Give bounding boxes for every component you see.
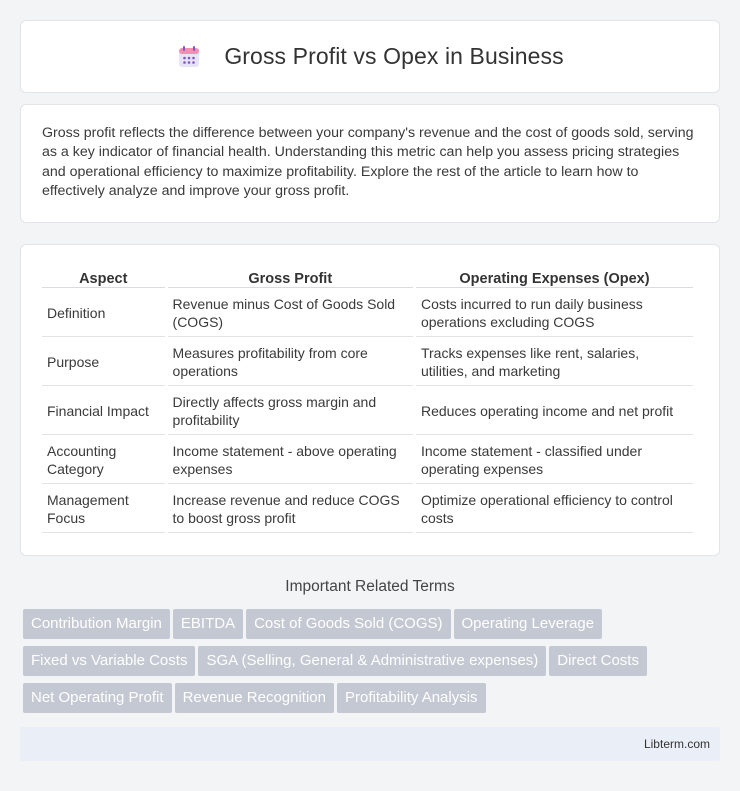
table-cell: Optimize operational efficiency to control costs [416,484,693,533]
tag-cogs[interactable]: Cost of Goods Sold (COGS) [246,609,450,639]
table-cell-aspect: Definition [42,288,165,337]
table-cell: Directly affects gross margin and profitability [168,386,413,435]
table-cell: Revenue minus Cost of Goods Sold (COGS) [168,288,413,337]
table-row [42,288,693,337]
tag-direct-costs[interactable]: Direct Costs [549,646,647,676]
table-cell: Reduces operating income and net profit [416,386,693,435]
comparison-table [39,266,696,533]
comparison-card [20,244,720,556]
intro-card [20,104,720,223]
table-cell: Measures profitability from core operations [168,337,413,386]
footer [20,727,720,761]
tag-net-operating-profit[interactable]: Net Operating Profit [23,683,172,713]
column-header: Gross Profit [168,266,413,288]
footer-site-link[interactable]: Libterm.com [643,737,710,751]
table-cell-aspect: Management Focus [42,484,165,533]
table-cell: Increase revenue and reduce COGS to boost gross profit [168,484,413,533]
related-terms-title: Important Related Terms [285,578,455,595]
table-cell: Costs incurred to run daily business operations excluding COGS [416,288,693,337]
table-row [42,337,693,386]
table-row [42,435,693,484]
table-row [42,386,693,435]
table-cell-aspect: Accounting Category [42,435,165,484]
table-cell: Tracks expenses like rent, salaries, utilities, and marketing [416,337,693,386]
intro-text: Gross profit reflects the difference between your company's revenue and the cost of goods sold, serving as a key indicator of financial health. Understanding this metric can help you assess pricing strategies and operational efficiency to maximize profitability. Explore the rest of the article to learn how to effectively analyze and improve your gross profit. [42,125,694,200]
tag-ebitda[interactable]: EBITDA [173,609,243,639]
tag-contribution-margin[interactable]: Contribution Margin [23,609,170,639]
calendar-icon [176,44,202,70]
table-cell: Income statement - above operating expenses [168,435,413,484]
table-row [42,484,693,533]
table-cell: Income statement - classified under operating expenses [416,435,693,484]
table-cell-aspect: Financial Impact [42,386,165,435]
tag-fixed-vs-variable-costs[interactable]: Fixed vs Variable Costs [23,646,195,676]
tag-revenue-recognition[interactable]: Revenue Recognition [175,683,334,713]
tag-profitability-analysis[interactable]: Profitability Analysis [337,683,486,713]
column-header: Operating Expenses (Opex) [416,266,693,288]
column-header: Aspect [42,266,165,288]
table-cell-aspect: Purpose [42,337,165,386]
page-title: Gross Profit vs Opex in Business [224,43,564,69]
tag-operating-leverage[interactable]: Operating Leverage [454,609,603,639]
header-card [20,20,720,93]
tag-sga[interactable]: SGA (Selling, General & Administrative expenses) [198,646,546,676]
table-header-row [42,266,693,288]
related-terms-list [23,609,723,720]
